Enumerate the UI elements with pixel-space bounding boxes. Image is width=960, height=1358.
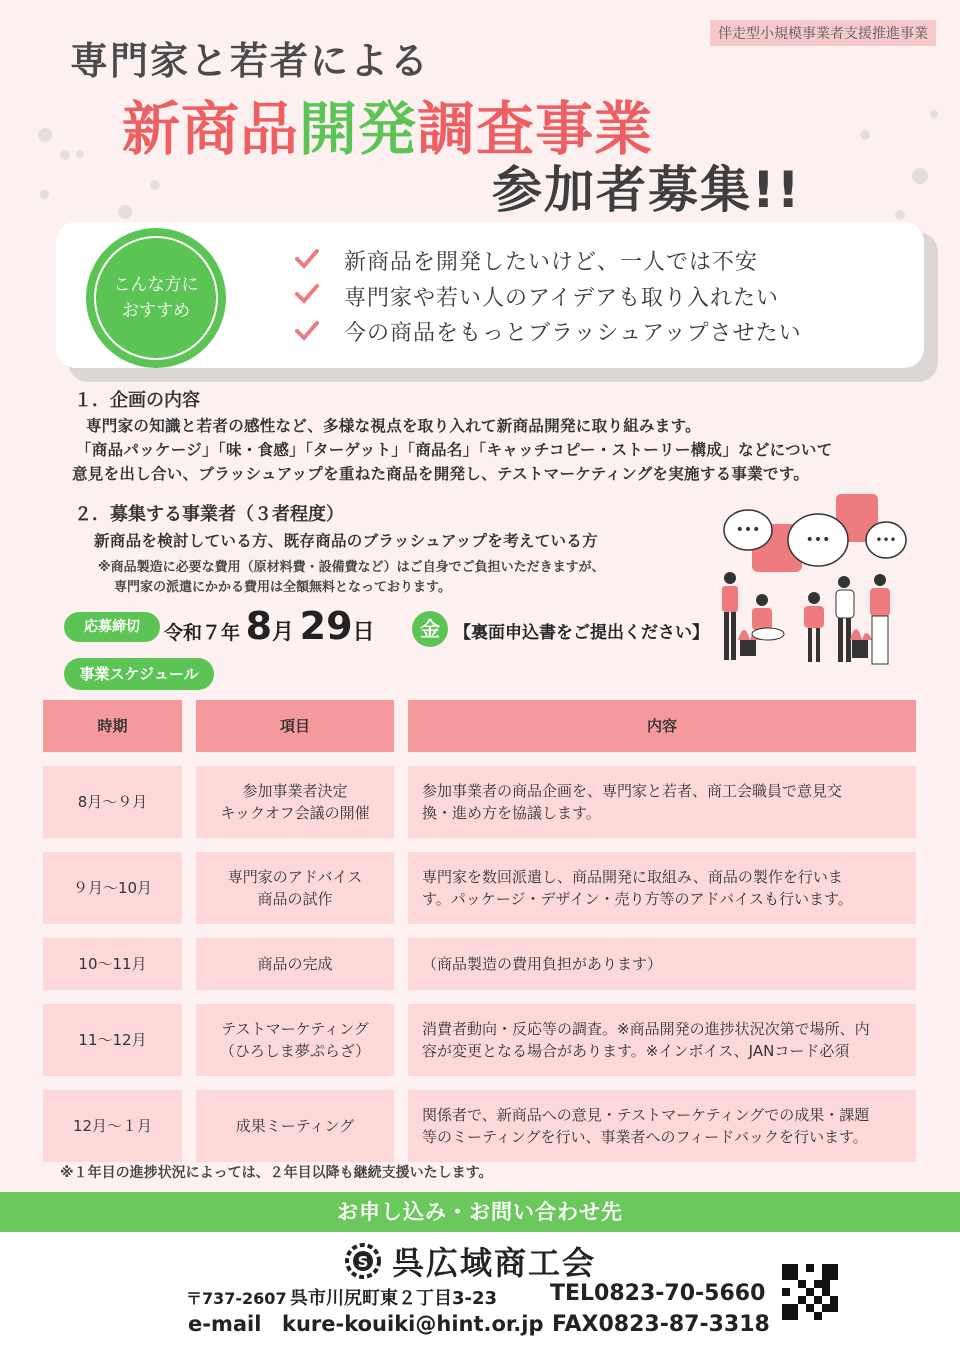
item-line: 専門家のアドバイス [227,868,363,886]
title-line3: 参加者募集!! [492,161,802,219]
content-line: す。パッケージ・デザイン・売り方等のアドバイスも行います。 [422,890,853,908]
deadline-day-unit: 日 [352,620,375,645]
decor-dot [895,210,905,220]
content-line: 容が変更となる場合があります。※インボイス、JANコード必須 [422,1042,850,1060]
decor-dot [118,205,132,219]
svg-text:•••: ••• [735,522,761,538]
section1-heading: １．企画の内容 [74,390,200,411]
decor-dot [150,180,160,190]
recommend-item: 今の商品をもっとブラッシュアップさせたい [344,321,802,346]
deadline-date [164,604,375,648]
circle-text-2: おすすめ [121,301,191,321]
decor-dot [60,150,70,160]
title-line1: 専門家と若者による [70,39,431,83]
decor-dot [912,168,928,184]
item-line: 参加事業者決定 [242,782,348,800]
email-label: e-mail [188,1312,262,1336]
org-name: 呉広域商工会 [392,1244,597,1282]
decor-dot [930,110,938,118]
org-logo-icon [344,1242,382,1280]
address: 呉市川尻町東２丁目3-23 [290,1288,498,1309]
content-line: 等のミーティングを行い、事業者へのフィードバックを行います。 [422,1128,868,1146]
qr-code-icon[interactable] [782,1264,838,1320]
decor-dot [40,190,49,199]
table-cell-period: 12月～１月 [43,1090,182,1162]
deadline-note: 【裏面申込書をご提出ください】 [454,623,709,643]
section1-line2: 「商品パッケージ」「味・食感」「ターゲット」「商品名」「キャッチコピー・ストーリー構成」などについて [76,441,833,459]
table-cell-period: 10～11月 [43,938,182,990]
deadline-badge: 応募締切 [64,612,160,642]
table-header-content: 内容 [408,700,916,752]
schedule-footnote: ※１年目の進捗状況によっては、２年目以降も継続支援いたします。 [60,1165,493,1181]
table-cell-item [196,1004,394,1076]
deadline-day: 29 [299,604,353,648]
recommend-item: 専門家や若い人のアイデアも取り入れたい [344,286,780,311]
postal-code: 〒737-2607 [186,1289,287,1308]
deadline-month-unit: 月 [272,620,295,645]
contact-bar: お申し込み・お問い合わせ先 [0,1192,960,1232]
decor-dot [76,150,84,158]
check-icon [294,320,320,342]
program-tag: 伴走型小規模事業者支援推進事業 [710,20,936,46]
item-line: キックオフ会議の開催 [220,804,370,822]
table-cell-period: 11～12月 [43,1004,182,1076]
content-line: 参加事業者の商品企画を、専門家と若者、商工会職員で意見交 [422,782,843,800]
table-cell-content [408,1090,916,1162]
title-part-new-product: 新商品 [122,95,300,163]
decor-dot [38,128,52,142]
item-line: 商品の試作 [257,890,333,908]
deadline-month: 8 [245,604,273,648]
table-cell-item [196,766,394,838]
meeting-illustration [712,490,912,672]
title-part-survey: 調査事業 [417,95,654,163]
email-address[interactable]: kure-kouiki@hint.or.jp [282,1312,544,1336]
circle-text-1: こんな方に [113,275,199,295]
table-header-period: 時期 [43,700,182,752]
item-line: （ひろしま夢ぷらざ） [219,1042,371,1060]
section1-line1: 専門家の知識と若者の感性など、多様な視点を取り入れて新商品開発に取り組みます。 [86,417,701,435]
recommend-circle [86,228,226,368]
section2-note2: 専門家の派遣にかかる費用は全額無料となっております。 [114,580,451,595]
table-cell-item: 成果ミーティング [196,1090,394,1162]
table-cell-content: （商品製造の費用負担があります） [408,938,916,990]
svg-text:•••: ••• [805,532,831,548]
deadline-era: 令和７年 [164,622,241,644]
fax: FAX0823-87-3318 [552,1312,770,1337]
decor-dot [860,130,870,140]
table-header-item: 項目 [196,700,394,752]
section1-line3: 意見を出し合い、ブラッシュアップを重ねた商品を開発し、テストマーケティングを実施する事業です。 [72,465,810,483]
tel: TEL0823-70-5660 [550,1281,766,1306]
table-cell-content [408,1004,916,1076]
schedule-badge: 事業スケジュール [64,658,214,690]
recommend-item: 新商品を開発したいけど、一人では不安 [344,250,759,275]
recommend-circle-inner [94,236,218,360]
table-cell-period: ９月～10月 [43,852,182,924]
content-line: 専門家を数回派遣し、商品開発に取組み、商品の製作を行いま [422,868,843,886]
check-icon [294,248,320,270]
table-cell-item: 商品の完成 [196,938,394,990]
section2-note1: ※商品製造に必要な費用（原材料費・設備費など）はご自身でご負担いただきますが、 [98,560,605,575]
deadline-weekday: 金 [412,611,448,647]
section2-heading: ２．募集する事業者（３者程度） [74,504,344,525]
table-cell-period: 8月～９月 [43,766,182,838]
table-cell-item [196,852,394,924]
svg-text:S: S [357,1253,369,1271]
title-part-development: 開発 [299,95,418,163]
item-line: テストマーケティング [221,1020,369,1038]
content-line: 消費者動向・反応等の調査。※商品開発の進捗状況次第で場所、内 [422,1020,870,1038]
section2-line1: 新商品を検討している方、既存商品のブラッシュアップを考えている方 [94,532,598,550]
table-cell-content [408,852,916,924]
table-cell-content [408,766,916,838]
content-line: 換・進め方を協議します。 [422,804,601,822]
content-line: 関係者で、新商品への意見・テストマーケティングでの成果・課題 [422,1106,870,1124]
check-icon [294,283,320,305]
svg-text:•••: ••• [875,533,897,547]
